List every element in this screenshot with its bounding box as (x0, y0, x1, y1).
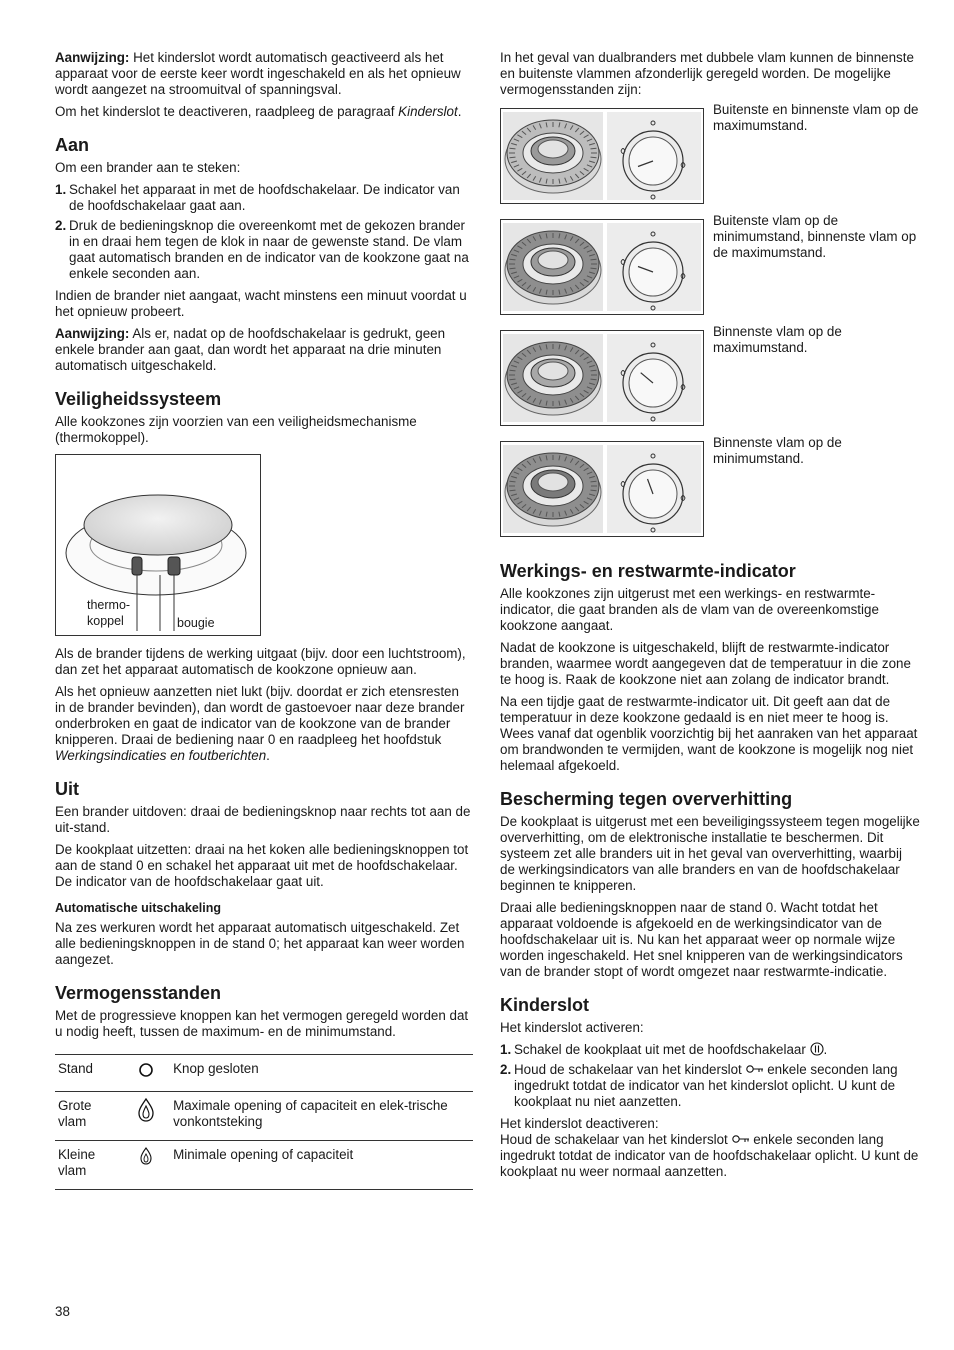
note-paragraph: Aanwijzing: Het kinderslot wordt automatisch geactiveerd als het apparaat voor de eerste keer wordt ingeschakeld en als het opnieuw wordt aangezet na stroomuitval of spanningsval. (55, 50, 461, 97)
table-row: Kleine vlam Minimale opening of capaciteit (55, 1141, 473, 1190)
dual-burner-illustration (500, 219, 704, 315)
uit-paragraph-2: De kookplaat uitzetten: draai na het koken alle bedieningsknoppen tot aan de stand 0 en schakel het apparaat uit met de hoofdschakelaar. De indicator van de hoofdschakelaar gaat uit. (55, 842, 469, 889)
uit-paragraph-1: Een brander uitdoven: draai de bedieningsknop naar rechts tot aan de uit-stand. (55, 804, 471, 835)
veilig-paragraph-2: Als de brander tijdens de werking uitgaat (bijv. door een luchtstroom), dan zet het apparaat automatisch de kookzone opnieuw aan. (55, 646, 466, 677)
aan-intro: Om een brander aan te steken: (55, 160, 241, 175)
dual-burner-row (500, 435, 920, 552)
closed-circle-icon (138, 1061, 154, 1077)
werking-paragraph-3: Na een tijdje gaat de restwarmte-indicator uit. Dit geeft aan dat de temperatuur in deze kookzone gedaald is en niet meer te hoog is. Wees vanaf dat ogenblik voorzichtig bij het aanraken van het apparaat om brandwonden te vermijden, want de kookzone is mogelijk nog niet helemaal afgekoeld. (500, 694, 918, 773)
page-number: 38 (55, 1304, 70, 1319)
burner-knob-image (501, 331, 703, 425)
dual-burner-row (500, 324, 920, 441)
dual-burner-illustration (500, 108, 704, 204)
left-column (55, 50, 473, 1190)
deactivate-reference: Om het kinderslot te deactiveren, raadpleeg de paragraaf Kinderslot. (55, 104, 462, 119)
dual-burner-intro: In het geval van dualbranders met dubbele vlam kunnen de binnenste en buitenste vlammen afzonderlijk geregeld worden. De mogelijke vermogensstanden zijn: (500, 50, 914, 97)
burner-caption: Buitenste vlam op de minimumstand, binnenste vlam op de maximumstand. (713, 213, 917, 260)
section-title-vermogen: Vermogensstanden (55, 983, 222, 1003)
main-switch-icon (810, 1042, 824, 1056)
list-item: 1. Schakel de kookplaat uit met de hoofdschakelaar . (500, 1042, 828, 1057)
kinderslot-deactivate-intro: Het kinderslot deactiveren: (500, 1116, 659, 1131)
uit-paragraph-3: Na zes werkuren wordt het apparaat automatisch uitgeschakeld. Zet alle bedieningsknoppen in de stand 0; het apparaat kan weer worden aangezet. (55, 920, 465, 967)
kinderslot-intro: Het kinderslot activeren: (500, 1020, 644, 1035)
key-lock-icon (732, 1134, 750, 1144)
burner-knob-image (501, 109, 703, 203)
werking-paragraph-2: Nadat de kookzone is uitgeschakeld, blijft de restwarmte-indicator branden, waarmee wordt aangegeven dat de temperatuur in die zone te hoog is. Raak de kookzone niet aan zolang de indicator brandt. (500, 640, 911, 687)
section-title-kinderslot: Kinderslot (500, 995, 590, 1015)
kinderslot-deactivate-text: Houd de schakelaar van het kinderslot enkele seconden lang ingedrukt totdat de indicator van de hoofdschakelaar oplicht. U kunt de kookplaat nu weer normaal aanzetten. (500, 1132, 919, 1179)
burner-knob-image (501, 220, 703, 314)
section-title-werking: Werkings- en restwarmte-indicator (500, 561, 796, 581)
label-spark-plug: bougie (177, 616, 215, 630)
label-thermocouple: thermo- koppel (87, 598, 131, 628)
list-item: 2. Houd de schakelaar van het kinderslot enkele seconden lang ingedrukt totdat de indicator van het kinderslot oplicht. U kunt de kookplaat nu niet aanzetten. (500, 1062, 898, 1109)
section-title-uit: Uit (55, 779, 79, 799)
vermogen-intro: Met de progressieve knoppen kan het vermogen geregeld worden dat u nodig heeft, tussen de maximum- en de minimumstand. (55, 1008, 469, 1039)
large-flame-icon (137, 1098, 155, 1122)
aan-steps (55, 182, 473, 282)
list-item: 1. Schakel het apparaat in met de hoofdschakelaar. De indicator van de hoofdschakelaar gaat aan. (55, 182, 460, 213)
table-row: Grote vlam Maximale opening of capaciteit en elek-trische vonkontsteking (55, 1092, 473, 1141)
burner-caption: Binnenste vlam op de maximumstand. (713, 324, 842, 355)
bescherming-paragraph-2: Draai alle bedieningsknoppen naar de stand 0. Wacht totdat het apparaat voldoende is afgekoeld en de werkingsindicator van de hoofdschakelaar uit is. Nu kan het apparaat weer op normale wijze worden ingeschakeld. Het snel knipperen van de werkingsindicators van de brander stopt of wordt omgezet naar restwarmte-indicatie. (500, 900, 903, 979)
burner-caption: Binnenste vlam op de minimumstand. (713, 435, 842, 466)
dual-burner-illustration (500, 330, 704, 426)
burner-caption: Buitenste en binnenste vlam op de maximumstand. (713, 102, 919, 133)
burner-knob-image (501, 442, 703, 536)
bescherming-paragraph-1: De kookplaat is uitgerust met een beveiligingssysteem tegen mogelijke oververhitting, om de elektronische installatie te beschermen. Dit systeem zet alle branders uit in het geval van oververhitting, waarbij de werkingsindicators van alle branders en van de hoofdschakelaar beginnen te knipperen. (500, 814, 920, 893)
dual-burner-row (500, 102, 920, 219)
dual-burner-row (500, 213, 920, 330)
section-title-aan: Aan (55, 135, 90, 155)
right-column (500, 50, 920, 1186)
list-item: 2. Druk de bedieningsknop die overeenkomt met de gekozen brander in en draai hem tegen de klok in naar de gewenste stand. De vlam gaat automatisch branden en de indicator van de kookzone gaat na enkele seconden aan. (55, 218, 469, 281)
power-levels-table (55, 1054, 473, 1190)
veilig-paragraph-3: Als het opnieuw aanzetten niet lukt (bijv. doordat er zich etensresten in de brander bevinden), dan wordt de gastoevoer naar deze brander onderbroken en gaat de indicator van de kookzone van de brander knipperen. Draai de bediening naar 0 en raadpleeg het hoofdstuk Werkingsindicaties en foutberichten. (55, 684, 465, 763)
dual-burner-illustration (500, 441, 704, 537)
section-title-bescherming: Bescherming tegen oververhitting (500, 789, 793, 809)
table-row: Stand Knop gesloten (55, 1055, 473, 1092)
veilig-intro: Alle kookzones zijn voorzien van een veiligheidsmechanisme (thermokoppel). (55, 414, 417, 445)
kinderslot-steps (500, 1042, 920, 1110)
kinderslot-reference: Kinderslot (398, 104, 458, 119)
section-title-veiligheid: Veiligheidssysteem (55, 389, 222, 409)
subsection-title-auto-off: Automatische uitschakeling (55, 901, 222, 915)
werking-paragraph-1: Alle kookzones zijn uitgerust met een werkings- en restwarmte-indicator, die gaat branden als de vlam van de overeenkomstige kookzone aangaat. (500, 586, 879, 633)
aan-note: Aanwijzing: Als er, nadat op de hoofdschakelaar is gedrukt, geen enkele brander aan gaat, dan wordt het apparaat na drie minuten automatisch uitgeschakeld. (55, 326, 446, 373)
key-lock-icon (746, 1064, 764, 1074)
dual-burner-list (500, 102, 920, 552)
aan-paragraph: Indien de brander niet aangaat, wacht minstens een minuut voordat u het opnieuw probeert. (55, 288, 467, 319)
small-flame-icon (139, 1147, 153, 1165)
thermocouple-diagram (55, 454, 261, 636)
error-messages-reference: Werkingsindicaties en foutberichten (55, 748, 267, 763)
